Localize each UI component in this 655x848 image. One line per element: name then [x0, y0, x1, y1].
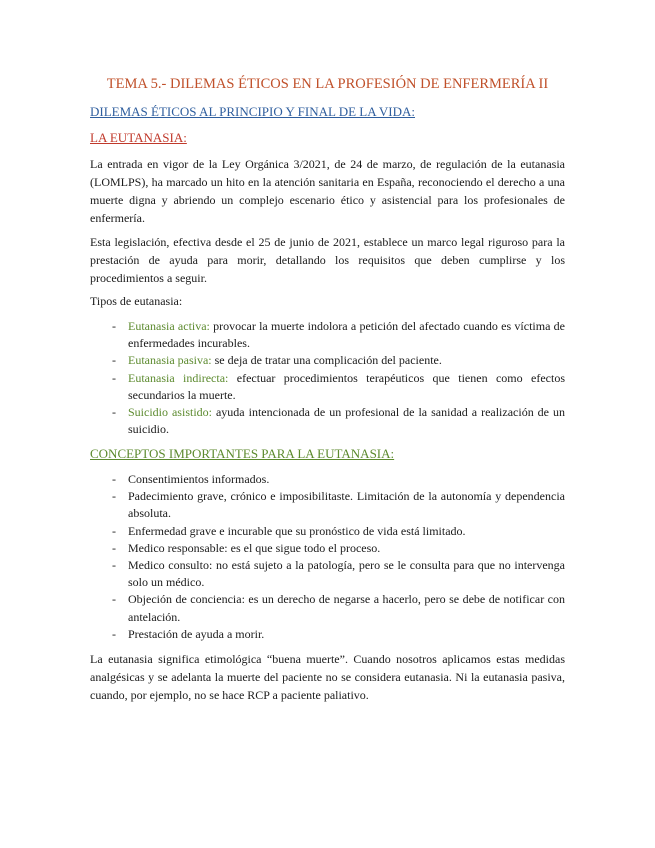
list-item: - Medico responsable: es el que sigue todo el proceso.	[90, 540, 565, 557]
list-item: - Consentimientos informados.	[90, 471, 565, 488]
list-item	[90, 370, 565, 404]
list-item	[90, 318, 565, 352]
list-item: - Padecimiento grave, crónico e imposibilitaste. Limitación de la autonomía y dependencia absoluta.	[90, 488, 565, 522]
list-item: - Prestación de ayuda a morir.	[90, 626, 565, 643]
type-description: se deja de tratar una complicación del paciente.	[211, 353, 442, 368]
type-description: ayuda intencionada de un profesional de la sanidad a realización de un suicidio.	[128, 405, 565, 437]
section-heading: DILEMAS ÉTICOS AL PRINCIPIO Y FINAL DE LA VIDA:	[90, 104, 415, 119]
concepts-heading: CONCEPTOS IMPORTANTES PARA LA EUTANASIA:	[90, 446, 395, 461]
type-term: Eutanasia indirecta:	[128, 370, 229, 385]
type-description: provocar la muerte indolora a petición del afectado cuando es víctima de enfermedades incurables.	[128, 319, 565, 351]
type-term: Eutanasia pasiva:	[128, 353, 212, 368]
concepts-list	[90, 471, 565, 643]
list-item	[90, 404, 565, 438]
paragraph-etymology: La eutanasia significa etimológica “buena muerte”. Cuando nosotros aplicamos estas medidas analgésicas y se adelanta la muerte del paciente no se considera eutanasia. Ni la eutanasia pasiva, cuando, por ejemplo, no se hace RCP a paciente paliativo.	[90, 652, 565, 702]
list-item: - Medico consulto: no está sujeto a la patología, pero se le consulta para que no intervenga solo un médico.	[90, 557, 565, 591]
list-item: - Objeción de conciencia: es un derecho de negarse a hacerlo, pero se debe de notificar con antelación.	[90, 591, 565, 625]
list-item	[90, 352, 565, 369]
paragraph-legislation: Esta legislación, efectiva desde el 25 de junio de 2021, establece un marco legal riguroso para la prestación de ayuda para morir, detallando los requisitos que deben cumplirse y los procedimientos a seguir.	[90, 235, 565, 285]
type-description: efectuar procedimientos terapéuticos que tienen como efectos secundarios la muerte.	[128, 370, 565, 402]
paragraph-intro: La entrada en vigor de la Ley Orgánica 3/2021, de 24 de marzo, de regulación de la eutanasia (LOMLPS), ha marcado un hito en la atención sanitaria en España, reconociendo el derecho a una muerte digna y abriendo un complejo escenario ético y asistencial para los profesionales de enfermería.	[90, 157, 565, 225]
type-term: Suicidio asistido:	[128, 405, 212, 420]
euthanasia-types-list	[90, 318, 565, 438]
list-item: - Enfermedad grave e incurable que su pronóstico de vida está limitado.	[90, 523, 565, 540]
page-title: TEMA 5.- DILEMAS ÉTICOS EN LA PROFESIÓN DE ENFERMERÍA II	[106, 76, 549, 92]
paragraph-types-intro: Tipos de eutanasia:	[90, 294, 183, 308]
type-term: Eutanasia activa:	[128, 319, 210, 333]
subsection-heading: LA EUTANASIA:	[90, 130, 187, 145]
